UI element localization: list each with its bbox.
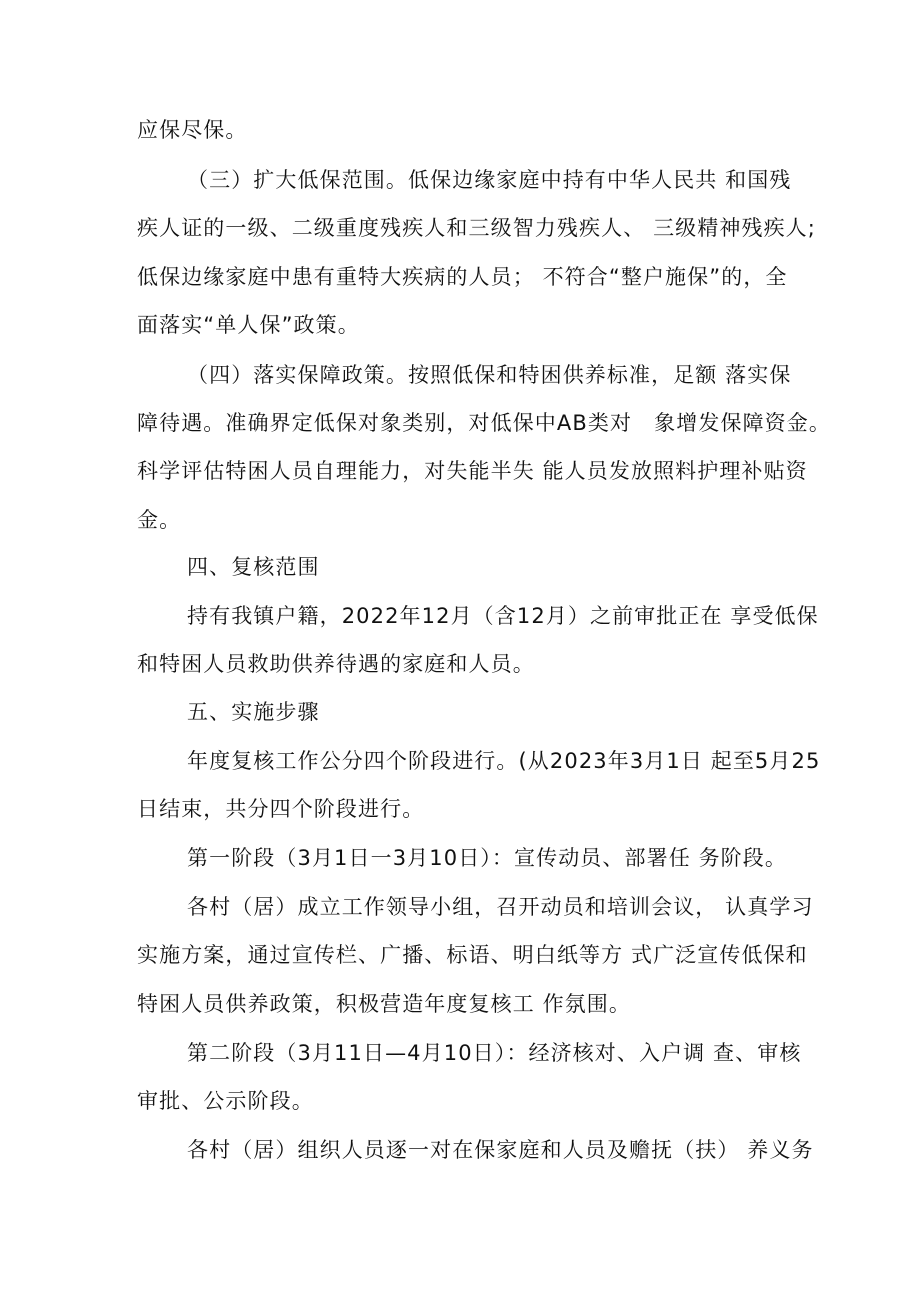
text-line: 各村（居）组织人员逐一对在保家庭和人员及赡抚（扶） 养义务 [187,1138,814,1162]
text-line: 审批、公示阶段。 [137,1089,314,1113]
text-line: 金。 [137,508,182,532]
stage-one-heading: 第一阶段（3月1日一3月10日）：宣传动员、部署任 务阶段。 [187,846,787,870]
text-line: 年度复核工作公分四个阶段进行。(从2023年3月1日 起至5月25 [187,749,821,773]
section-heading-expand-scope: （三）扩大低保范围。低保边缘家庭中持有中华人民共 和国残 [187,168,792,192]
text-line: 日结束，共分四个阶段进行。 [137,797,425,821]
text-line: 应保尽保。 [137,118,248,142]
text-line: 特困人员供养政策，积极营造年度复核工 作氛围。 [137,992,631,1016]
text-line: 低保边缘家庭中患有重特大疾病的人员； 不符合“整户施保”的，全 [137,265,788,289]
text-line: 持有我镇户籍，2022年12月（含12月）之前审批正在 享受低保 [187,604,819,628]
text-line: 各村（居）成立工作领导小组，召开动员和培训会议， 认真学习 [187,895,814,919]
text-line: 疾人证的一级、二级重度残疾人和三级智力残疾人、 三级精神残疾人; [137,216,816,240]
text-line: 面落实“单人保”政策。 [137,313,360,337]
section-heading-review-scope: 四、复核范围 [187,555,320,579]
section-heading-implementation-steps: 五、实施步骤 [187,700,320,724]
section-heading-implement-policy: （四）落实保障政策。按照低保和特困供养标准，足额 落实保 [187,363,792,387]
text-line: 科学评估特困人员自理能力，对失能半失 能人员发放照料护理补贴资 [137,459,808,483]
stage-two-heading: 第二阶段（3月11日—4月10日）：经济核对、入户调 查、审核 [187,1041,802,1065]
text-line: 障待遇。准确界定低保对象类别，对低保中AB类对 象增发保障资金。 [137,411,831,435]
text-line: 实施方案，通过宣传栏、广播、标语、明白纸等方 式广泛宣传低保和 [137,943,808,967]
text-line: 和特困人员救助供养待遇的家庭和人员。 [137,652,535,676]
